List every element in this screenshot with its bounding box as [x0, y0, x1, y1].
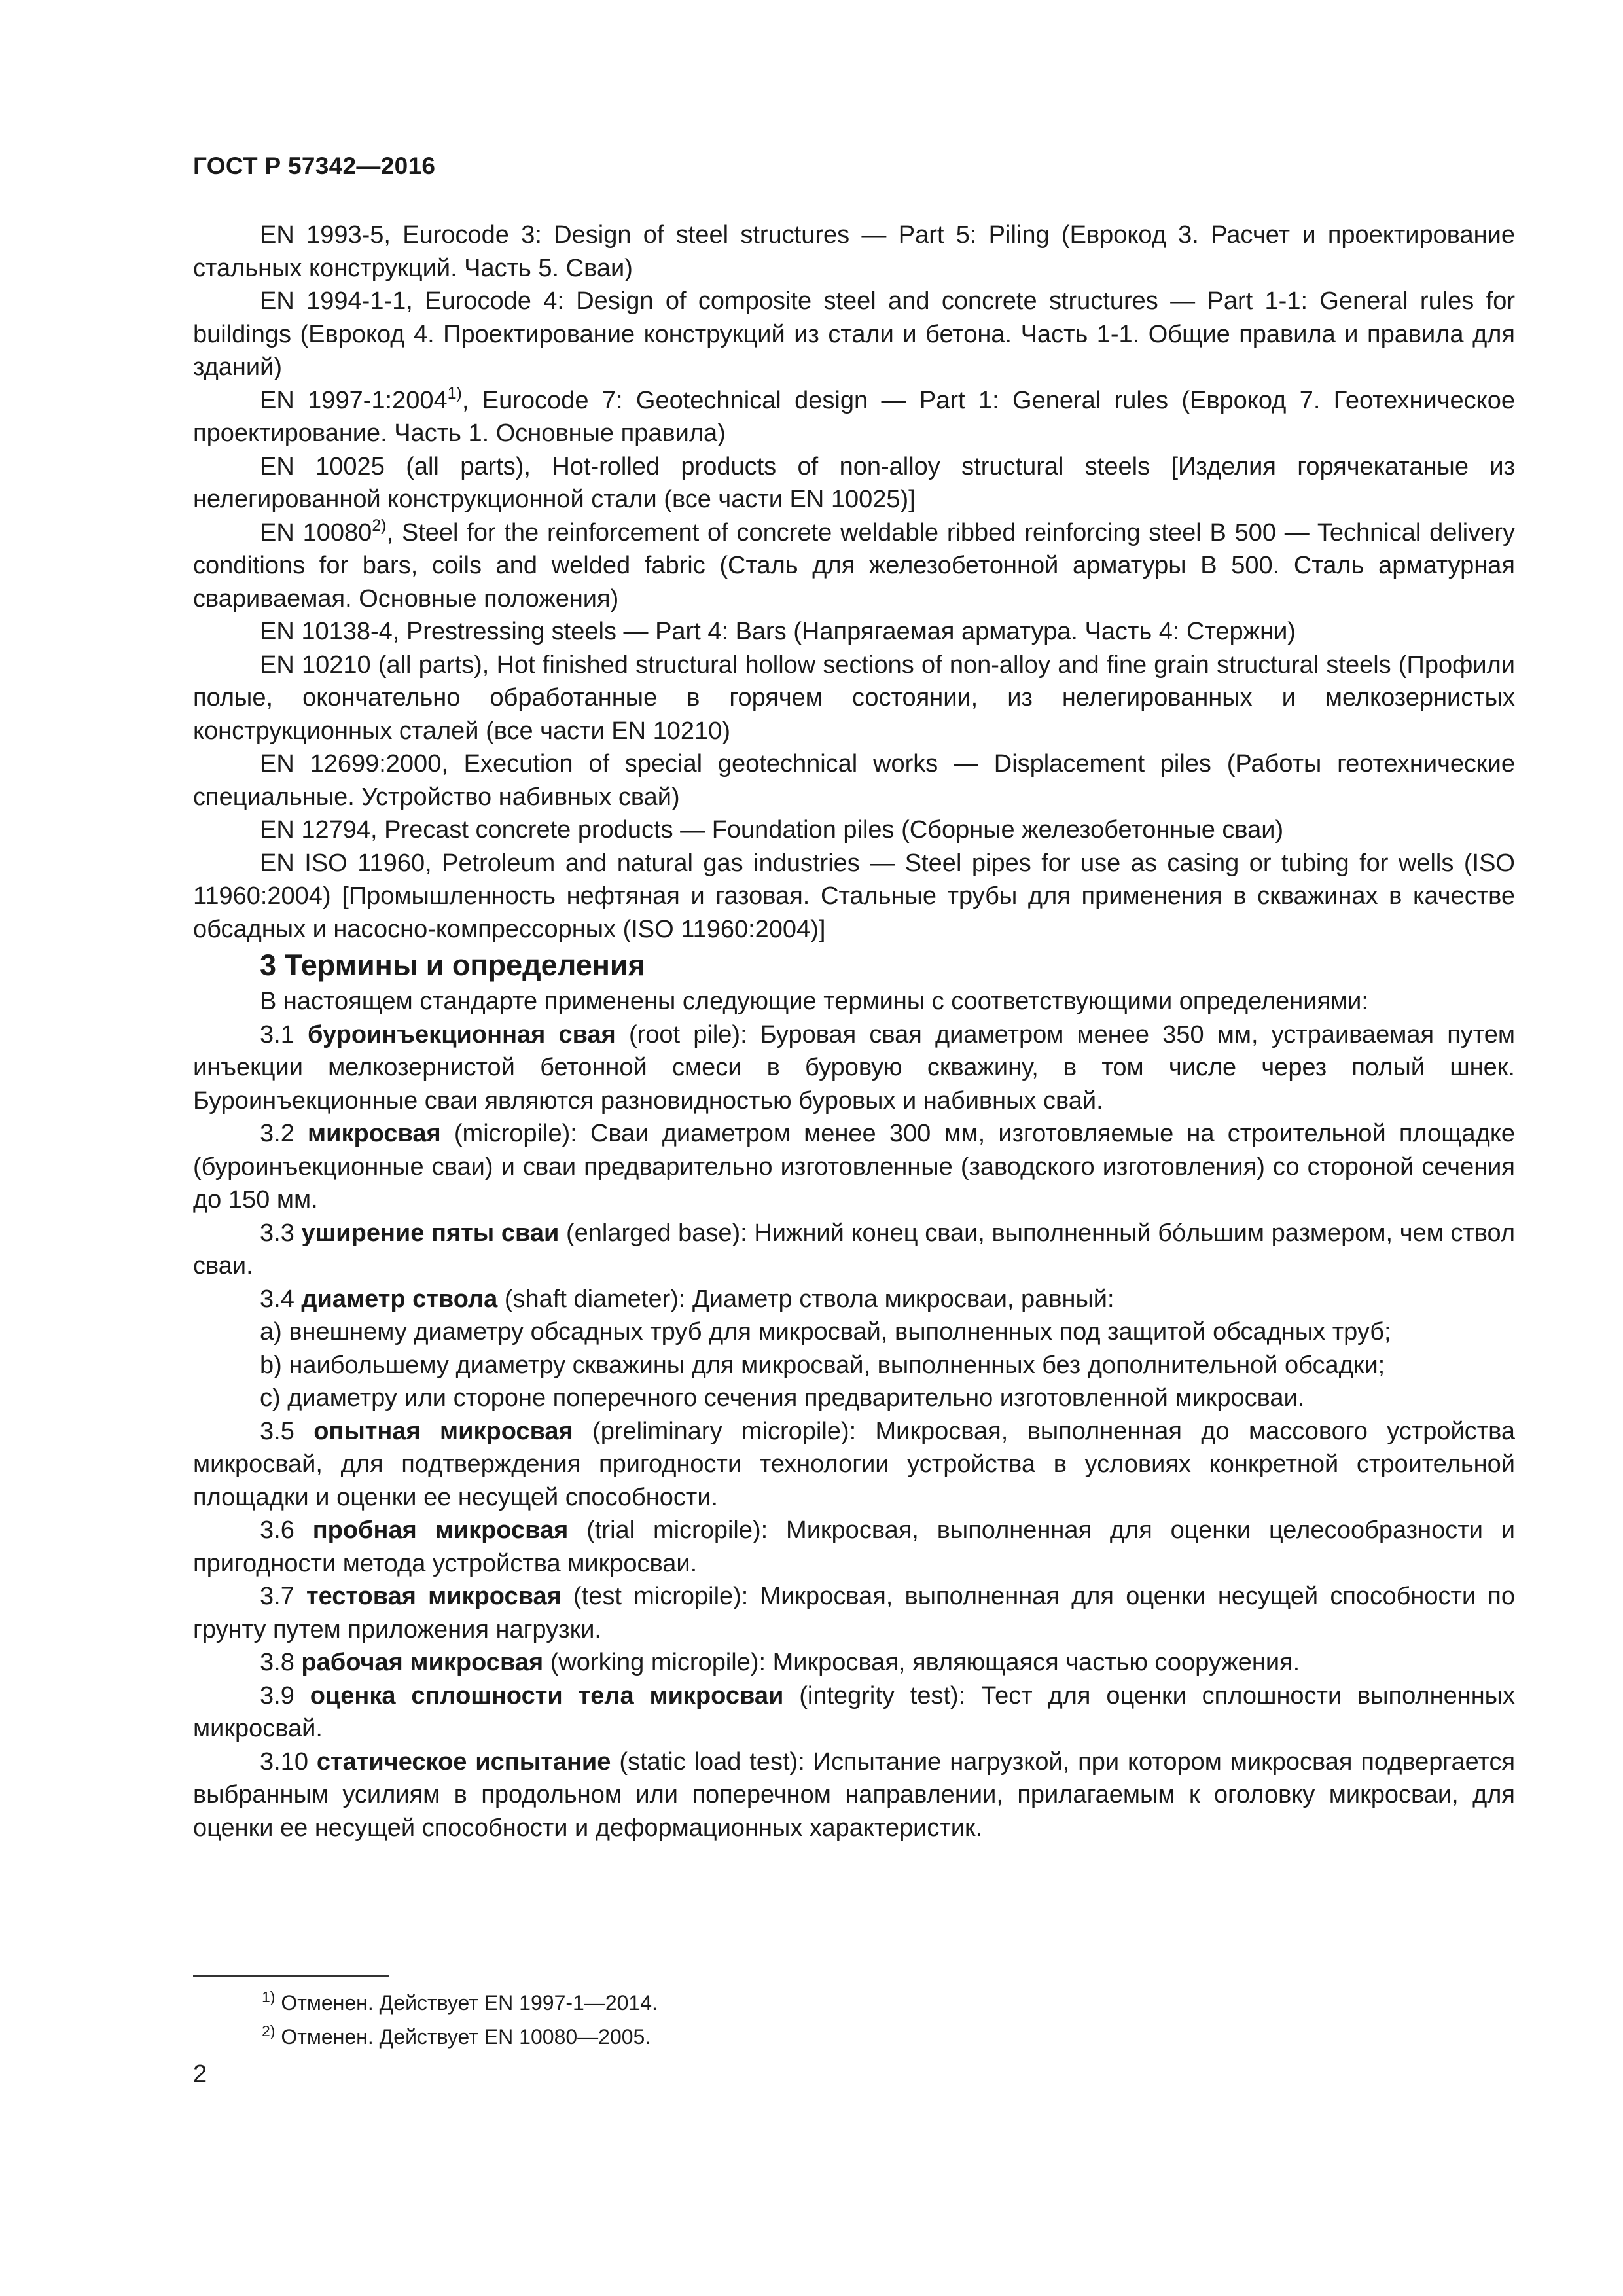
term-number: 3.5 [260, 1417, 294, 1445]
reference-entry [193, 747, 1515, 814]
term-number: 3.6 [260, 1516, 294, 1544]
term-name: тестовая микросвая [306, 1583, 562, 1610]
term-text: (integrity test): Тест для оценки сплошности выполненных микросвай. [193, 1681, 1515, 1742]
reference-code: EN 12699:2000, [260, 750, 448, 778]
reference-code: EN 10138-4, [260, 618, 400, 645]
term-name: опытная микросвая [313, 1417, 573, 1445]
reference-text: Eurocode 7: Geotechnical design — Part 1: General rules (Еврокод 7. Геотехническое проектирование. Часть 1. Основные правила) [193, 386, 1515, 447]
reference-entry [193, 285, 1515, 384]
reference-entry [193, 219, 1515, 285]
reference-code: EN 10210 (all parts), [260, 651, 490, 679]
term-name: микросвая [308, 1120, 441, 1147]
footnote-mark: 1) [262, 1988, 276, 2005]
term-name: статическое испытание [316, 1748, 611, 1776]
term-definition [193, 1580, 1515, 1646]
list-item: b) наибольшему диаметру скважины для микросвай, выполненных без дополнительной обсадки; [260, 1351, 1385, 1379]
reference-entry [193, 649, 1515, 748]
reference-entry [193, 814, 1515, 847]
reference-entry [193, 384, 1515, 450]
page-number: 2 [193, 2060, 207, 2088]
reference-text: Precast concrete products — Foundation piles (Сборные железобетонные сваи) [384, 816, 1284, 844]
reference-entry [193, 450, 1515, 516]
list-item: c) диаметру или стороне поперечного сечения предварительно изготовленной микросваи. [260, 1384, 1305, 1412]
term-name: пробная микросвая [312, 1516, 569, 1544]
term-number: 3.1 [260, 1020, 294, 1049]
term-number: 3.2 [260, 1120, 294, 1147]
reference-text: Hot-rolled products of non-alloy structural steels [Изделия горячекатаные из нелегированной конструкционной стали (все части EN 10025)] [193, 452, 1515, 513]
reference-entry [193, 847, 1515, 946]
term-number: 3.3 [260, 1219, 294, 1247]
reference-text: Petroleum and natural gas industries — Steel pipes for use as casing or tubing for wells (ISO 11960:2004) [Промышленность нефтяная и газовая. Стальные трубы для применения в скважинах в качестве обсадных и насосно-компрессорных (ISO 11960:2004)] [193, 849, 1515, 943]
term-name: диаметр ствола [301, 1285, 498, 1313]
term-number: 3.7 [260, 1583, 294, 1610]
term-number: 3.10 [260, 1748, 308, 1776]
footnote-text: Отменен. Действует EN 1997-1—2014. [281, 1991, 658, 2015]
term-definition [193, 1217, 1515, 1283]
reference-code-tail: , [461, 386, 469, 414]
term-text: (static load test): Испытание нагрузкой, при котором микросвая подвергается выбранным усилиям в продольном или поперечном направлении, прилагаемым к оголовку микросваи, для оценки ее несущей способности и деформационных характеристик. [193, 1748, 1516, 1842]
reference-text: Eurocode 4: Design of composite steel and concrete structures — Part 1-1: General rules for buildings (Еврокод 4. Проектирование конструкций из стали и бетона. Часть 1-1. Общие правила и правила для зданий) [193, 287, 1515, 381]
reference-code-tail: , [386, 518, 394, 547]
term-definition [193, 1514, 1515, 1580]
reference-code: EN 10025 (all parts), [260, 452, 531, 480]
footnote [262, 2024, 651, 2050]
reference-code: EN 1993-5, [260, 221, 391, 249]
reference-entry [193, 615, 1515, 649]
footnote-mark: 1) [447, 384, 462, 403]
footnote-separator [193, 1975, 389, 1977]
term-text: (enlarged base): Нижний конец сваи, выполненный бóльшим размером, чем ствол сваи. [193, 1219, 1516, 1280]
main-text [193, 219, 1515, 1844]
reference-text: Execution of special geotechnical works — Displacement piles (Работы геотехнические специальные. Устройство набивных свай) [193, 750, 1515, 811]
term-text: (test micropile): Микросвая, выполненная для оценки несущей способности по грунту путем приложения нагрузки. [193, 1583, 1516, 1643]
footnote-text: Отменен. Действует EN 10080—2005. [281, 2025, 651, 2049]
term-name: уширение пяты сваи [301, 1219, 560, 1247]
term-text: (shaft diameter): Диаметр ствола микросваи, равный: [504, 1285, 1115, 1313]
reference-code: EN 1994-1-1, [260, 287, 413, 315]
section-intro: В настоящем стандарте применены следующие термины с соответствующими определениями: [260, 988, 1368, 1015]
footnote-mark: 2) [262, 2022, 276, 2039]
term-number: 3.4 [260, 1285, 294, 1313]
reference-text: Hot finished structural hollow sections of non-alloy and fine grain structural steels (Профили полые, окончательно обработанные в горячем состоянии, из нелегированных и мелкозернистых конструкционных сталей (все части EN 10210) [193, 651, 1515, 745]
term-text: (root pile): Буровая свая диаметром менее 350 мм, устраиваемая путем инъекции мелкозернистой бетонной смеси в буровую скважину, в том числе через полый шнек. Буроинъекционные сваи являются разновидностью буровых и набивных свай. [193, 1020, 1516, 1115]
term-text: (trial micropile): Микросвая, выполненная для оценки целесообразности и пригодности метода устройства микросваи. [193, 1516, 1516, 1577]
term-definition [193, 1679, 1515, 1746]
reference-text: Eurocode 3: Design of steel structures — Part 5: Piling (Еврокод 3. Расчет и проектирование стальных конструкций. Часть 5. Сваи) [193, 221, 1515, 282]
term-name: рабочая микросвая [301, 1649, 544, 1676]
standard-designation: ГОСТ Р 57342—2016 [193, 152, 436, 179]
reference-code: EN ISO 11960, [260, 849, 432, 877]
term-definition [193, 1283, 1515, 1316]
footnote-mark: 2) [372, 516, 387, 535]
list-item: a) внешнему диаметру обсадных труб для микросвай, выполненных под защитой обсадных труб; [260, 1318, 1391, 1346]
reference-text: Prestressing steels — Part 4: Bars (Напрягаемая арматура. Часть 4: Стержни) [406, 618, 1296, 645]
term-definition [193, 1117, 1515, 1217]
term-text: (working micropile): Микросвая, являющаяся частью сооружения. [550, 1649, 1300, 1676]
reference-code: EN 1997-1:2004 [260, 386, 448, 414]
reference-entry [193, 516, 1515, 616]
reference-text: Steel for the reinforcement of concrete weldable ribbed reinforcing steel B 500 — Technical delivery conditions for bars, coils and welded fabric (Сталь для железобетонной арматуры В 500. Сталь арматурная свариваемая. Основные положения) [193, 518, 1516, 613]
term-text: (preliminary micropile): Микросвая, выполненная до массового устройства микросвай, для подтверждения пригодности технологии устройства в условиях конкретной строительной площадки и оценки ее несущей способности. [193, 1417, 1515, 1511]
reference-code: EN 12794, [260, 816, 378, 844]
term-name: буроинъекционная свая [308, 1020, 616, 1049]
term-definition [193, 1018, 1515, 1118]
term-definition [193, 1415, 1515, 1515]
term-definition [193, 1646, 1515, 1679]
term-definition [193, 1746, 1515, 1845]
footnote [262, 1990, 658, 2016]
term-number: 3.8 [260, 1649, 294, 1676]
reference-code: EN 10080 [260, 518, 372, 547]
term-name: оценка сплошности тела микросваи [310, 1681, 784, 1710]
term-text: (micropile): Сваи диаметром менее 300 мм, изготовляемые на строительной площадке (буроинъекционные сваи) и сваи предварительно изготовленные (заводского изготовления) со стороной сечения до 150 мм. [193, 1120, 1516, 1213]
section-title: 3 Термины и определения [260, 948, 645, 982]
term-number: 3.9 [260, 1681, 294, 1710]
